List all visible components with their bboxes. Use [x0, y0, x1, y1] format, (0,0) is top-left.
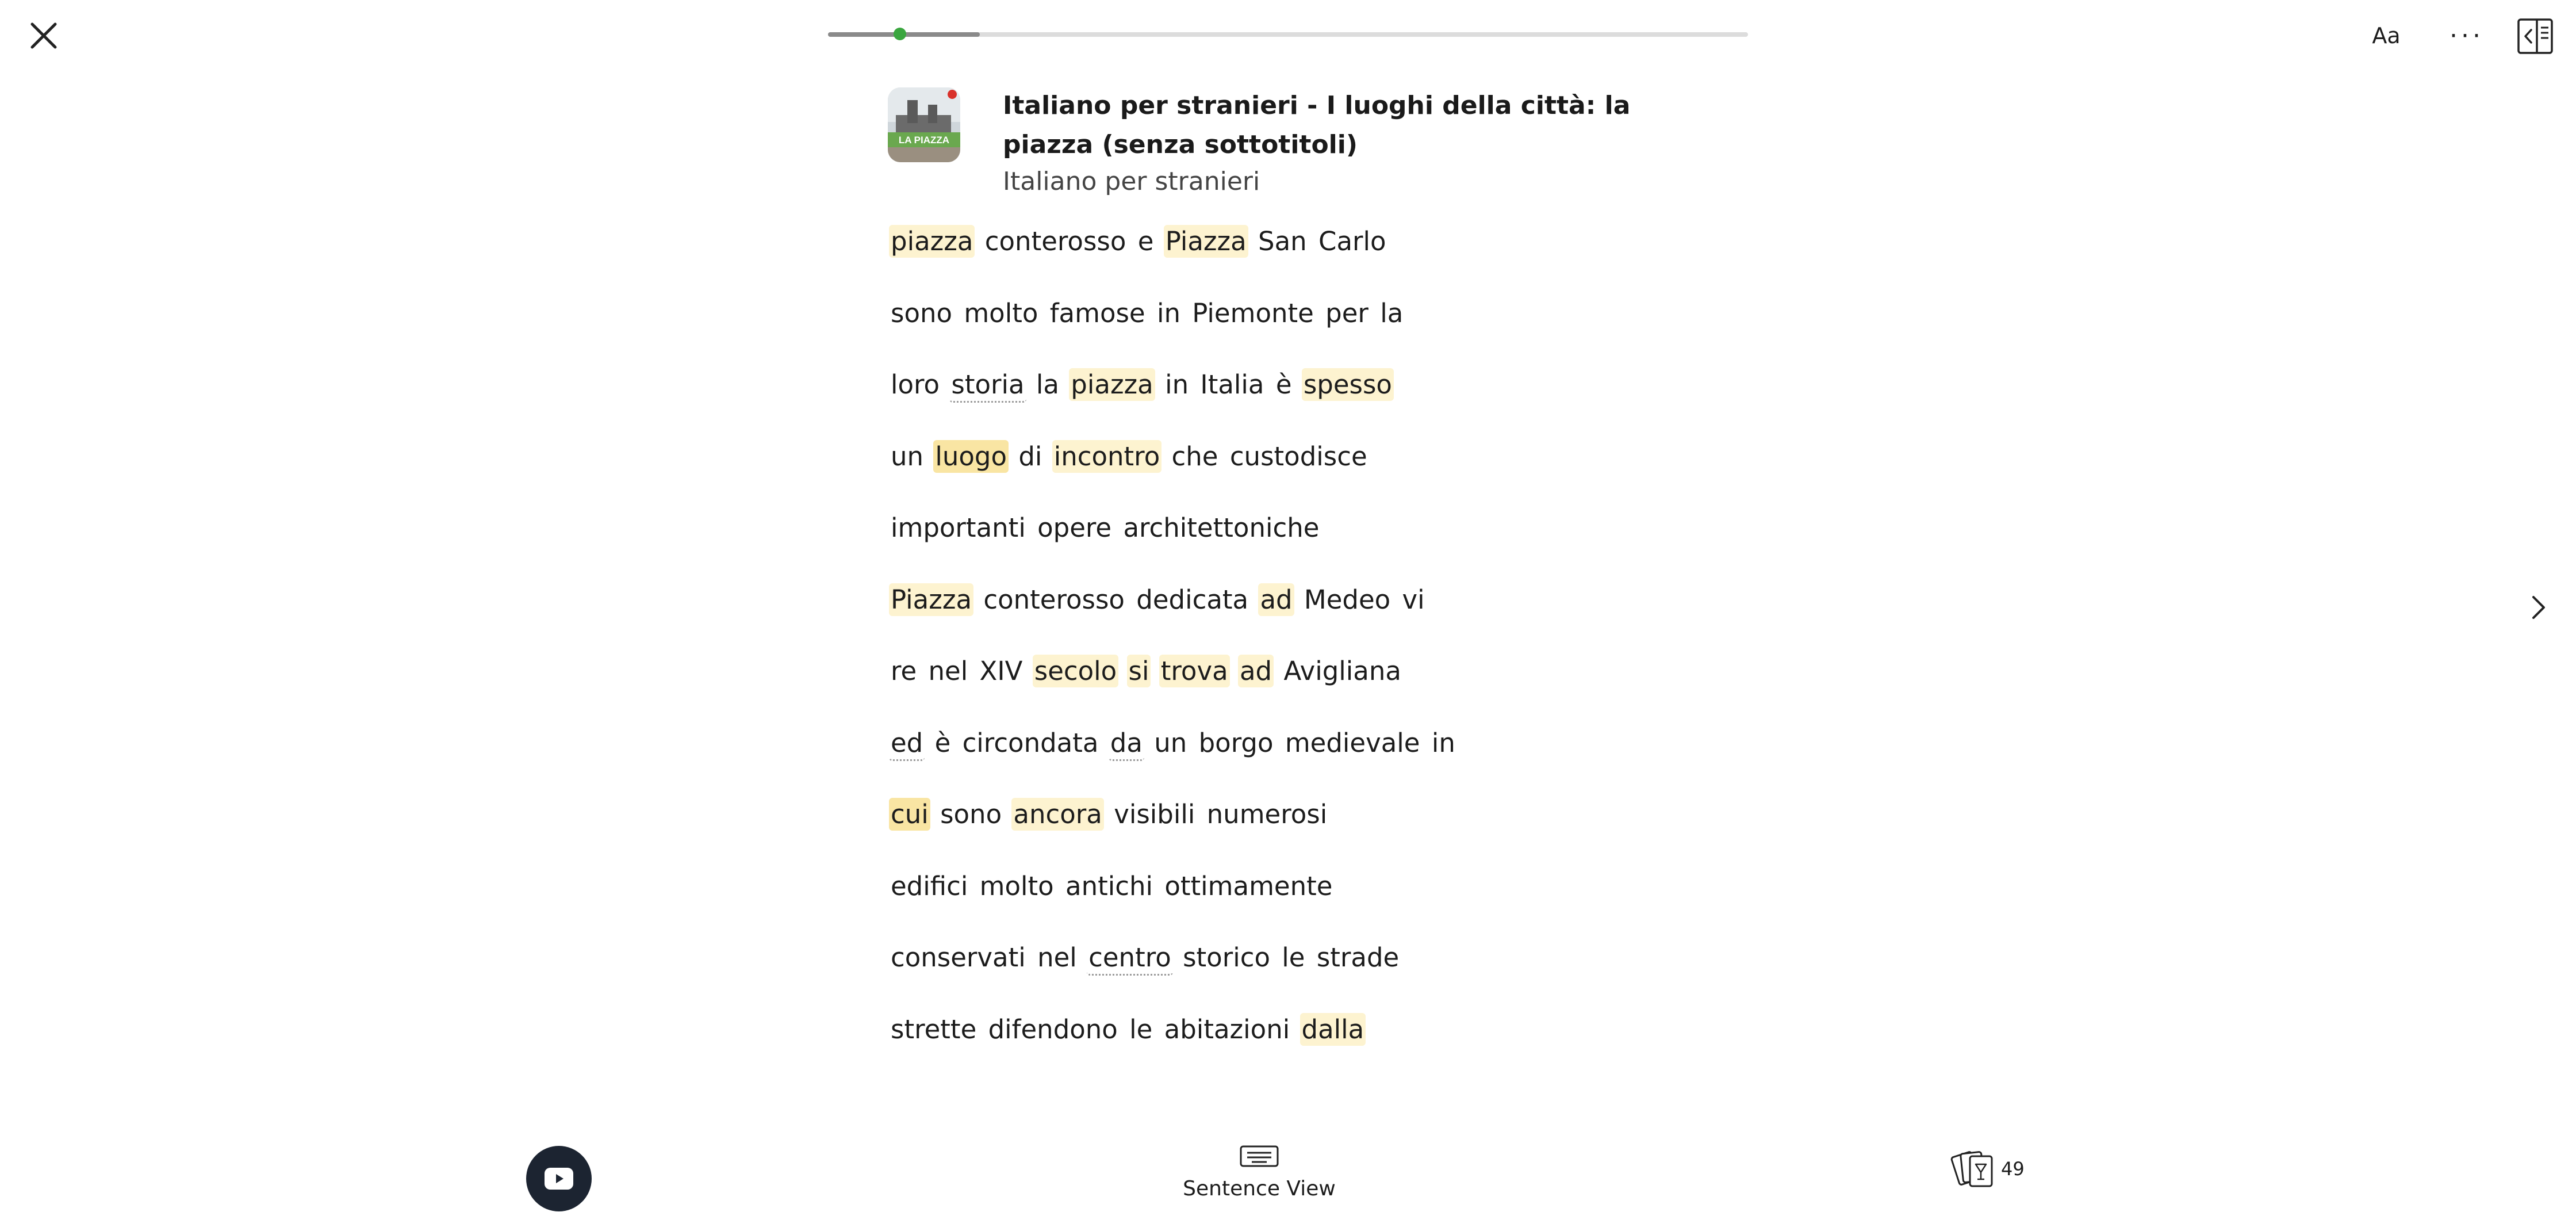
word[interactable]: storico	[1183, 942, 1270, 973]
piazza-thumbnail-image	[888, 87, 960, 162]
word[interactable]: spesso	[1302, 368, 1394, 401]
text-line	[889, 792, 1521, 863]
word[interactable]: circondata	[962, 727, 1099, 758]
word[interactable]: ottimamente	[1164, 870, 1333, 901]
word[interactable]: da	[1109, 727, 1144, 761]
text-line	[889, 935, 1521, 1007]
word[interactable]: architettoniche	[1123, 513, 1320, 543]
word[interactable]: medievale	[1285, 727, 1420, 758]
course-name[interactable]: Italiano per stranieri	[1003, 167, 1260, 196]
lesson-text	[889, 219, 1521, 1078]
word[interactable]: piazza	[1069, 368, 1155, 401]
word[interactable]: dedicata	[1136, 584, 1249, 615]
sidebar-panel-icon	[2515, 16, 2555, 56]
word[interactable]: San	[1258, 226, 1307, 257]
lesson-title[interactable]: Italiano per stranieri - I luoghi della città: la piazza (senza sottotitoli)	[1003, 91, 1631, 159]
word[interactable]: che	[1171, 441, 1218, 472]
text-line	[889, 577, 1521, 649]
word[interactable]: borgo	[1198, 727, 1274, 758]
word[interactable]: ancora	[1011, 798, 1103, 831]
word[interactable]: e	[1137, 226, 1154, 257]
word[interactable]: di	[1018, 441, 1042, 472]
word[interactable]: Medeo	[1304, 584, 1391, 615]
lesson-thumbnail	[888, 87, 960, 162]
word[interactable]: Piemonte	[1192, 297, 1314, 328]
word[interactable]: Avigliana	[1283, 656, 1401, 686]
word[interactable]: strette	[891, 1014, 977, 1045]
word[interactable]: Piazza	[889, 583, 973, 616]
word[interactable]: per	[1325, 297, 1368, 328]
lesson-progress-bar[interactable]	[828, 32, 1748, 38]
text-line	[889, 1007, 1521, 1079]
word[interactable]: si	[1127, 655, 1151, 687]
text-line	[889, 505, 1521, 577]
word[interactable]: incontro	[1052, 440, 1162, 473]
flashcards-icon	[1950, 1148, 1996, 1190]
text-line	[889, 290, 1521, 362]
word[interactable]: secolo	[1033, 655, 1118, 687]
more-options-button[interactable]: ···	[2450, 21, 2484, 51]
word[interactable]: storia	[949, 368, 1026, 403]
word[interactable]: la	[1036, 369, 1059, 400]
word[interactable]: Piazza	[1164, 225, 1248, 258]
progress-marker[interactable]	[894, 28, 906, 40]
flashcards-button[interactable]	[1950, 1146, 2025, 1192]
word[interactable]: è	[1275, 369, 1292, 400]
word[interactable]: le	[1129, 1014, 1153, 1045]
text-line	[889, 863, 1521, 935]
word[interactable]: centro	[1087, 941, 1173, 976]
text-line	[889, 362, 1521, 434]
sentence-view-button[interactable]	[1173, 1145, 1346, 1208]
word[interactable]: molto	[979, 870, 1054, 901]
word[interactable]: cui	[889, 798, 930, 831]
word[interactable]: abitazioni	[1164, 1014, 1290, 1045]
word[interactable]: piazza	[889, 225, 975, 258]
text-line	[889, 720, 1521, 792]
close-icon	[23, 15, 64, 56]
word[interactable]: in	[1431, 727, 1455, 758]
word[interactable]: trova	[1159, 655, 1230, 687]
chevron-right-icon	[2521, 590, 2555, 625]
word[interactable]: edifici	[891, 870, 968, 901]
word[interactable]: un	[1154, 727, 1187, 758]
word[interactable]: ed	[889, 727, 925, 761]
svg-text:LA PIAZZA: LA PIAZZA	[898, 135, 950, 146]
word[interactable]: difendono	[988, 1014, 1118, 1045]
word[interactable]: conterosso	[984, 226, 1126, 257]
word[interactable]: sono	[940, 799, 1002, 829]
word[interactable]: importanti	[891, 513, 1026, 543]
word[interactable]: dalla	[1300, 1013, 1366, 1046]
word[interactable]: loro	[891, 369, 940, 400]
word[interactable]: XIV	[979, 656, 1023, 686]
video-play-button[interactable]	[526, 1146, 592, 1211]
word[interactable]: visibili	[1114, 799, 1195, 829]
word[interactable]: luogo	[933, 440, 1009, 473]
word[interactable]: numerosi	[1206, 799, 1328, 829]
sentence-view-icon	[1239, 1145, 1279, 1169]
word[interactable]: in	[1156, 297, 1180, 328]
font-settings-button[interactable]: Aa	[2372, 23, 2401, 48]
word[interactable]: Carlo	[1318, 226, 1386, 257]
sentence-view-label: Sentence View	[1183, 1177, 1336, 1201]
word[interactable]: vi	[1402, 584, 1425, 615]
word[interactable]: le	[1282, 942, 1305, 973]
word[interactable]: molto	[964, 297, 1038, 328]
word[interactable]: conservati	[891, 942, 1026, 973]
text-line	[889, 219, 1521, 290]
text-line	[889, 648, 1521, 720]
next-page-button[interactable]	[2521, 590, 2555, 625]
word[interactable]: sono	[891, 297, 953, 328]
word[interactable]: famose	[1049, 297, 1145, 328]
word[interactable]: in	[1165, 369, 1189, 400]
word[interactable]: opere	[1037, 513, 1112, 543]
word[interactable]: Italia	[1200, 369, 1264, 400]
word[interactable]: conterosso	[983, 584, 1125, 615]
word[interactable]: un	[891, 441, 924, 472]
close-button[interactable]	[23, 15, 64, 56]
word[interactable]: è	[934, 727, 951, 758]
word[interactable]: nel	[928, 656, 968, 686]
word[interactable]: custodisce	[1229, 441, 1367, 472]
word[interactable]: ad	[1238, 655, 1274, 687]
youtube-play-icon	[545, 1168, 573, 1190]
toggle-sidebar-button[interactable]	[2515, 16, 2555, 56]
word[interactable]: re	[891, 656, 917, 686]
word[interactable]: strade	[1316, 942, 1400, 973]
word[interactable]: nel	[1037, 942, 1077, 973]
flashcards-count: 49	[2001, 1158, 2025, 1180]
text-line	[889, 434, 1521, 506]
word[interactable]: la	[1380, 297, 1404, 328]
word[interactable]: ad	[1258, 583, 1294, 616]
word[interactable]: antichi	[1065, 870, 1153, 901]
